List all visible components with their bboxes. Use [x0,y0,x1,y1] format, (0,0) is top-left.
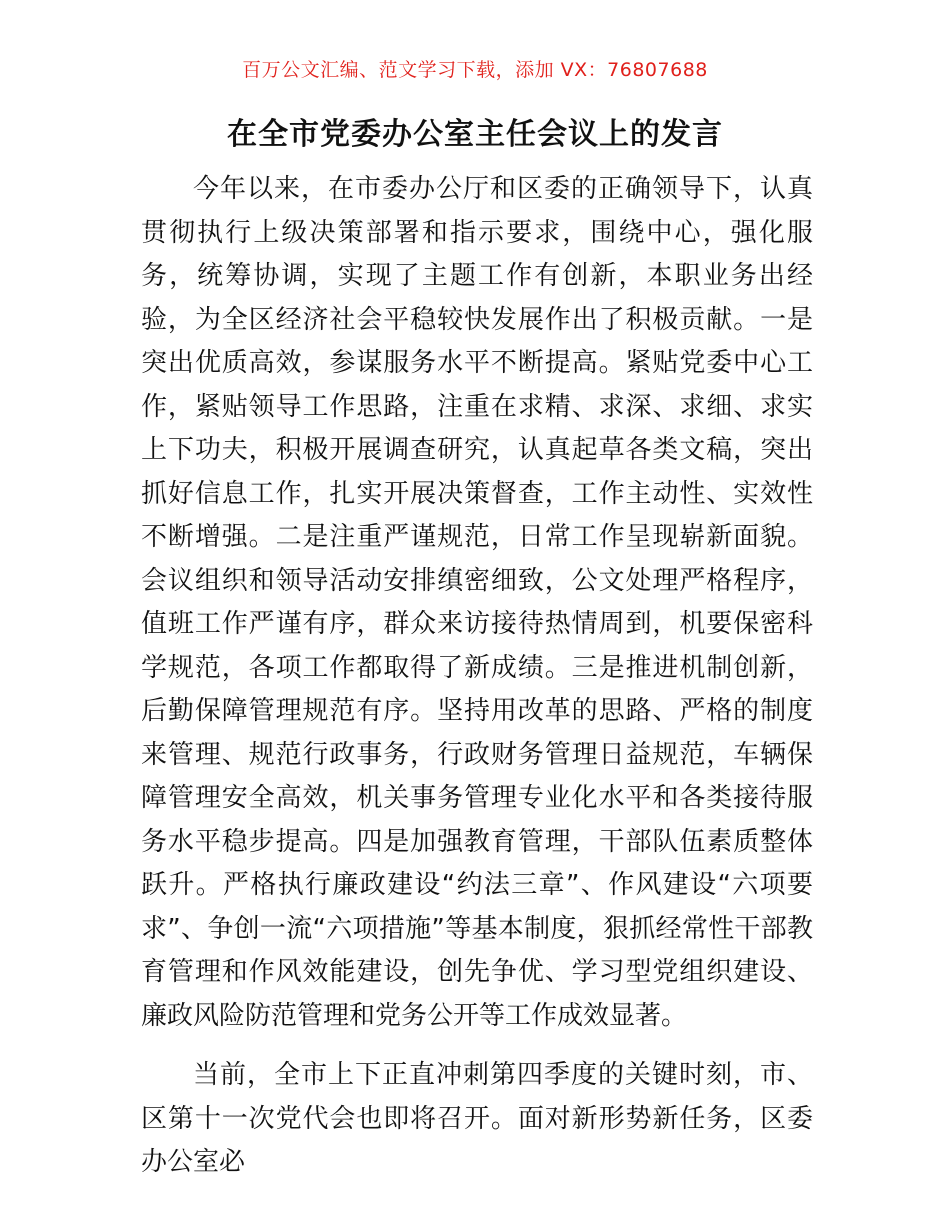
paragraph: 今年以来，在市委办公厅和区委的正确领导下，认真贯彻执行上级决策部署和指示要求，围绕中心，强化服务，统筹协调，实现了主题工作有创新，本职业务出经验，为全区经济社会平稳较快发展作出了积极贡献。一是突出优质高效，参谋服务水平不断提高。紧贴党委中心工作，紧贴领导工作思路，注重在求精、求深、求细、求实上下功夫，积极开展调查研究，认真起草各类文稿，突出抓好信息工作，扎实开展决策督查，工作主动性、实效性不断增强。二是注重严谨规范，日常工作呈现崭新面貌。会议组织和领导活动安排缜密细致，公文处理严格程序，值班工作严谨有序，群众来访接待热情周到，机要保密科学规范，各项工作都取得了新成绩。三是推进机制创新，后勤保障管理规范有序。坚持用改革的思路、严格的制度来管理、规范行政事务，行政财务管理日益规范，车辆保障管理安全高效，机关事务管理专业化水平和各类接待服务水平稳步提高。四是加强教育管理，干部队伍素质整体跃升。严格执行廉政建设“约法三章”、作风建设“六项要求”、争创一流“六项措施”等基本制度，狠抓经常性干部教育管理和作风效能建设，创先争优、学习型党组织建设、廉政风险防范管理和党务公开等工作成效显著。 [141,174,813,1031]
download-notice: 百万公文汇编、范文学习下载，添加 VX：76807688 [242,59,708,81]
paragraph: 当前，全市上下正直冲刺第四季度的关键时刻，市、区第十一次党代会也即将召开。面对新形势新任务，区委办公室必 [141,1060,813,1177]
page-title: 在全市党委办公室主任会议上的发言 [227,117,723,152]
document-body [141,168,813,1185]
